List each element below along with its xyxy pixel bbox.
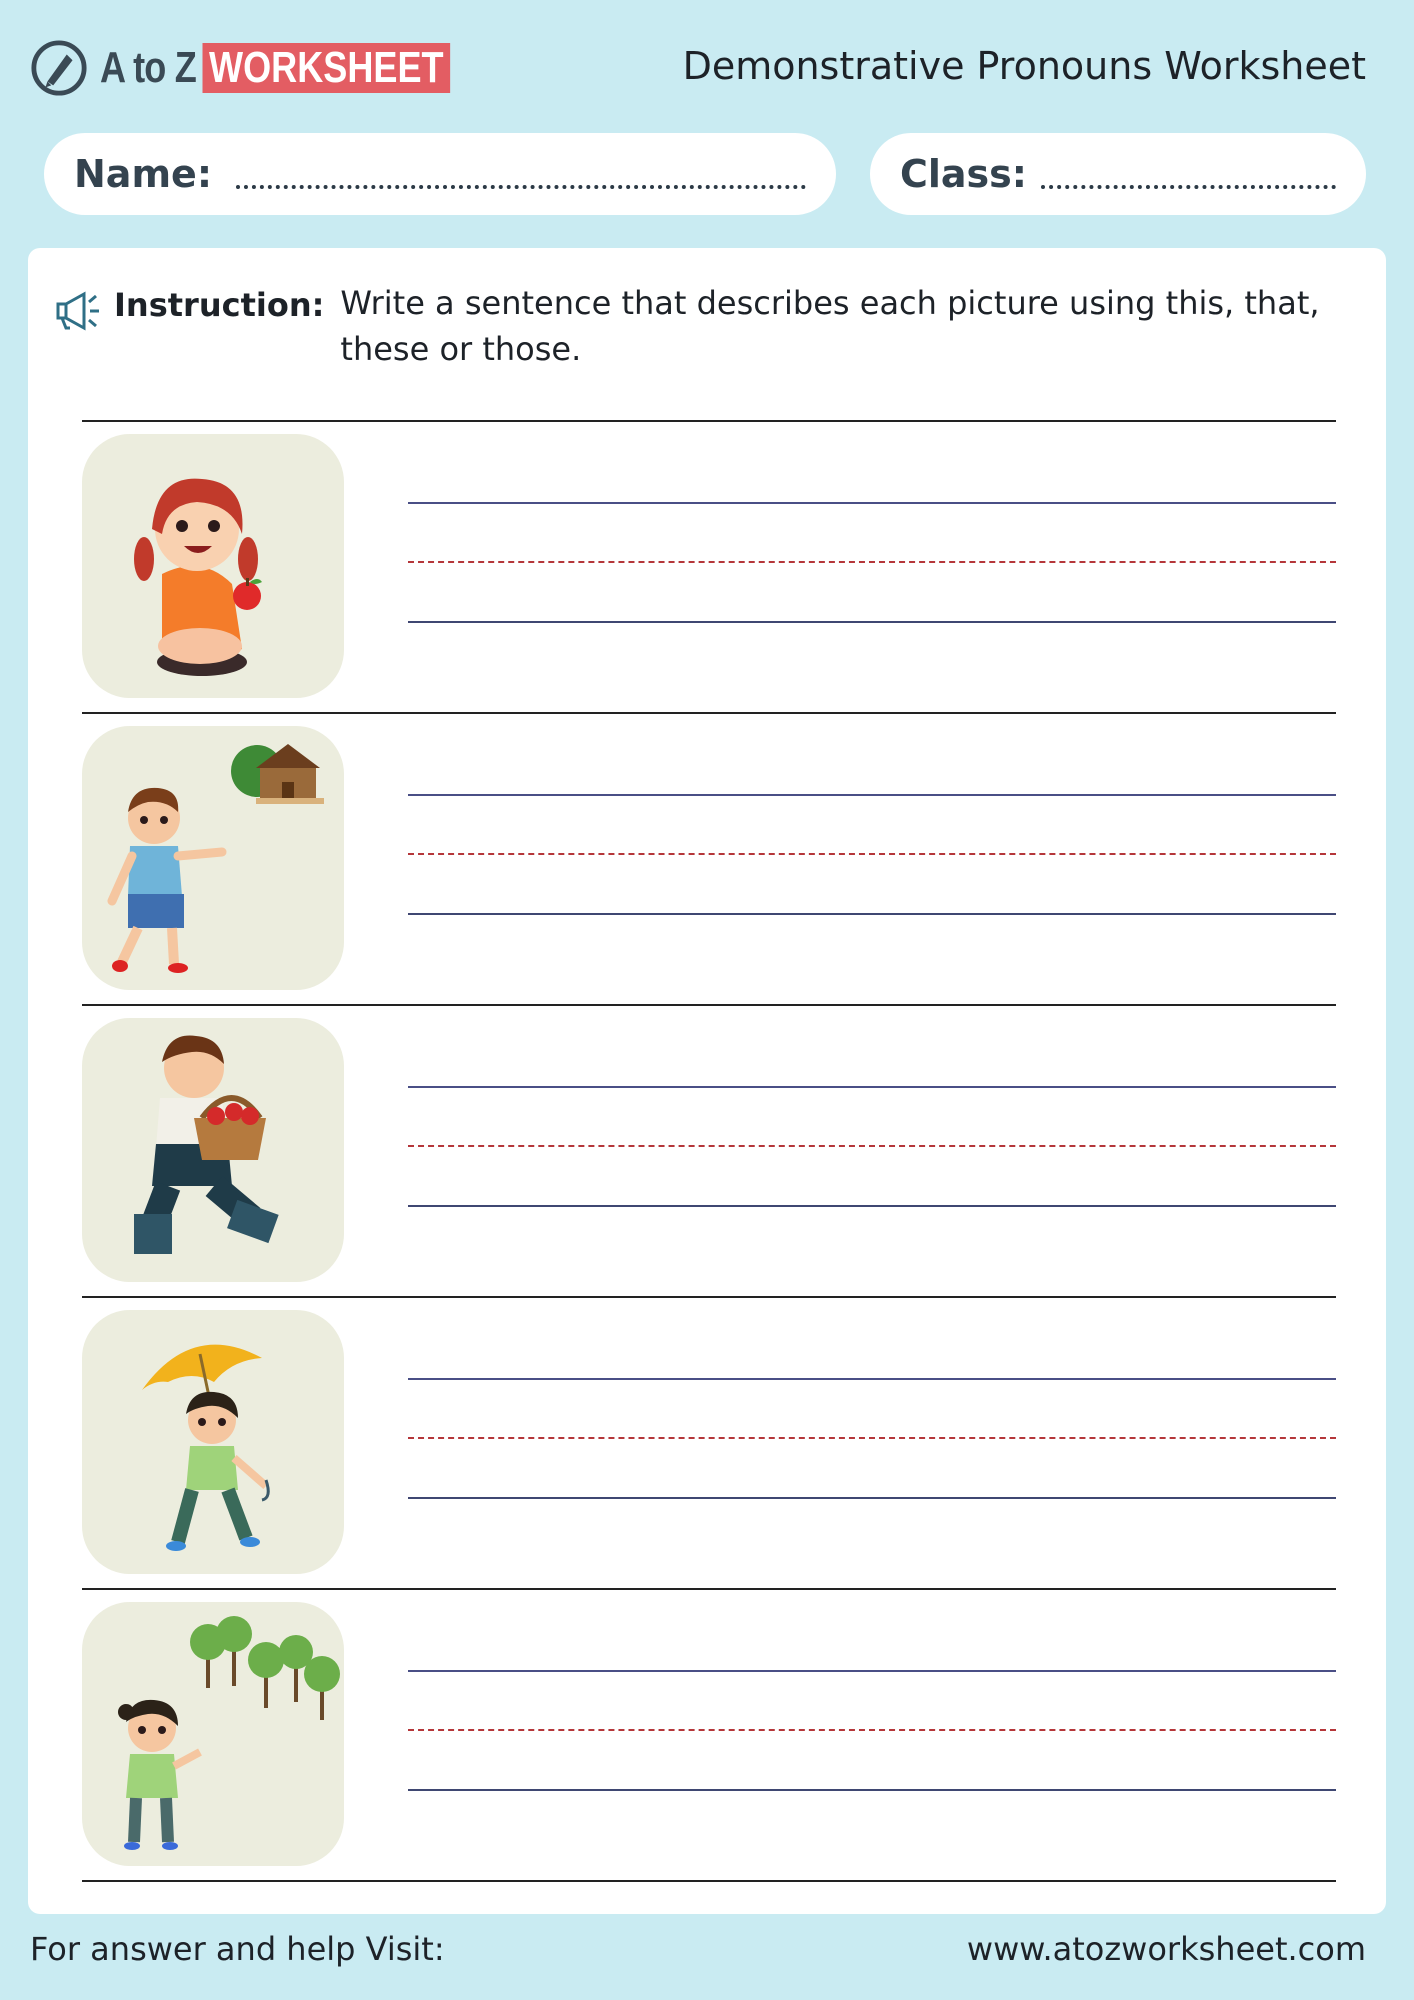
name-label: Name:	[74, 152, 213, 196]
writing-line-middle[interactable]	[408, 1145, 1336, 1147]
writing-line-middle[interactable]	[408, 1729, 1336, 1731]
logo-text: A to Z WORKSHEET	[100, 43, 450, 93]
writing-line-top[interactable]	[408, 1670, 1336, 1672]
logo-badge: WORKSHEET	[203, 43, 451, 93]
class-label: Class:	[900, 152, 1027, 196]
exercise-row-5	[82, 1590, 1336, 1858]
picture-boy-carrying-basket-of-apples	[82, 1018, 344, 1282]
girl-pointing-at-trees-illustration	[82, 1602, 344, 1866]
girl-with-umbrella-illustration	[82, 1310, 344, 1574]
boy-carrying-basket-illustration	[82, 1018, 344, 1282]
page-title: Demonstrative Pronouns Worksheet	[682, 44, 1366, 88]
writing-line-middle[interactable]	[408, 853, 1336, 855]
picture-boy-pointing-at-house	[82, 726, 344, 990]
pencil-circle-logo-icon	[30, 39, 88, 97]
writing-line-bottom[interactable]	[408, 1789, 1336, 1791]
name-field[interactable]	[44, 133, 836, 215]
instruction-text: Write a sentence that describes each picture using this, that, these or those.	[340, 284, 1320, 368]
boy-pointing-at-house-illustration	[82, 726, 344, 990]
exercise-row-1	[82, 422, 1336, 690]
footer-url-link[interactable]: www.atozworksheet.com	[966, 1930, 1366, 1968]
name-dotted-line[interactable]	[236, 185, 806, 189]
exercise-row-3	[82, 1006, 1336, 1274]
class-field[interactable]	[870, 133, 1366, 215]
footer-help-text: For answer and help Visit:	[30, 1930, 445, 1968]
site-logo	[30, 38, 527, 98]
writing-line-bottom[interactable]	[408, 913, 1336, 915]
class-dotted-line[interactable]	[1041, 185, 1336, 189]
divider-rule	[82, 1880, 1336, 1882]
writing-line-top[interactable]	[408, 794, 1336, 796]
instruction-label: Instruction:	[114, 286, 325, 324]
megaphone-icon	[54, 288, 102, 332]
writing-line-bottom[interactable]	[408, 1497, 1336, 1499]
picture-girl-holding-apple	[82, 434, 344, 698]
writing-line-top[interactable]	[408, 1378, 1336, 1380]
picture-girl-with-umbrella	[82, 1310, 344, 1574]
writing-line-bottom[interactable]	[408, 1205, 1336, 1207]
girl-holding-apple-illustration	[82, 434, 344, 698]
instruction	[54, 286, 1350, 372]
exercise-row-2	[82, 714, 1336, 982]
writing-line-middle[interactable]	[408, 561, 1336, 563]
worksheet-card	[28, 248, 1386, 1914]
writing-line-bottom[interactable]	[408, 621, 1336, 623]
picture-girl-pointing-at-trees	[82, 1602, 344, 1866]
writing-line-top[interactable]	[408, 502, 1336, 504]
writing-line-top[interactable]	[408, 1086, 1336, 1088]
writing-line-middle[interactable]	[408, 1437, 1336, 1439]
exercise-row-4	[82, 1298, 1336, 1566]
